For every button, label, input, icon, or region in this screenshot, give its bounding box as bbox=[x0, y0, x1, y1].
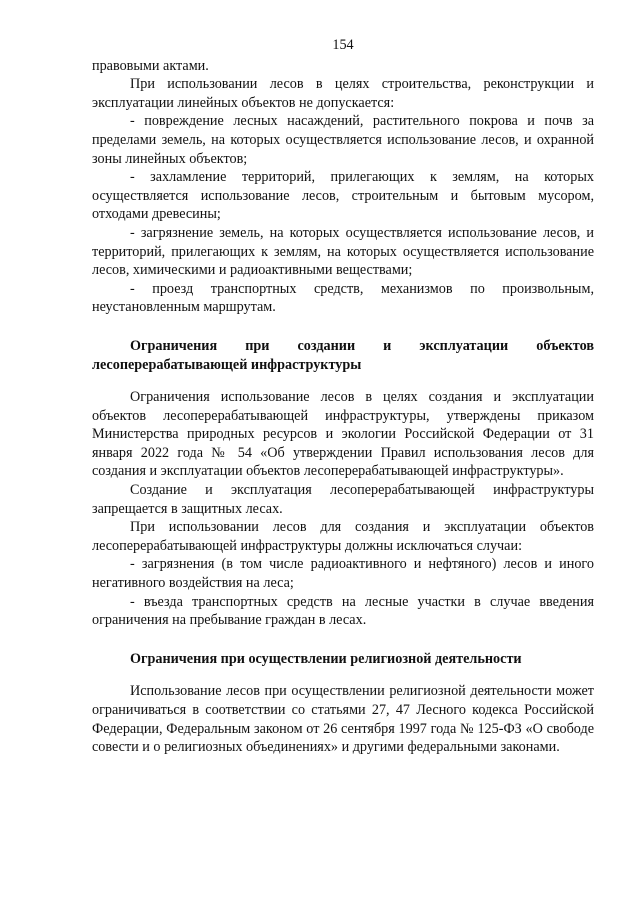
paragraph-linear-objects-intro: При использовании лесов в целях строительства, реконструкции и эксплуатации линейных объектов не допускается: bbox=[92, 76, 594, 111]
list-item-littering: - захламление территорий, прилегающих к землям, на которых осуществляется использование лесов, строительным и бытовым мусором, отходами древесины; bbox=[92, 169, 594, 223]
page-number: 154 bbox=[332, 37, 354, 53]
list-item-vehicle-travel: - проезд транспортных средств, механизмов по произвольным, неустановленным маршрутам. bbox=[92, 280, 594, 316]
paragraph-religious-activity: Использование лесов при осуществлении религиозной деятельности может ограничиваться в соответствии со статьями 27, 47 Лесного кодекса Российской Федерации, Федеральным законом от 26 сентября 1997 года № 125-ФЗ «О свободе совести и о религиозных объединениях» и другими федеральными законами. bbox=[92, 683, 594, 756]
section-heading-religious-activity: Ограничения при осуществлении религиозной деятельности bbox=[130, 650, 522, 667]
paragraph-exclusions-intro: При использовании лесов для создания и эксплуатации объектов лесоперерабатывающей инфраструктуры должны исключаться случаи: bbox=[92, 519, 594, 554]
paragraph-wood-processing-order: Ограничения использование лесов в целях создания и эксплуатации объектов лесоперерабатывающей инфраструктуры, утверждены приказом Министерства природных ресурсов и экологии Российской Федерации от 31 января 2022 года № 54 «Об утверждении Правил использования лесов для создания и эксплуатации объектов лесоперерабатывающей инфраструктуры». bbox=[92, 389, 594, 480]
paragraph-protective-forests: Создание и эксплуатация лесоперерабатывающей инфраструктуры запрещается в защитных лесах. bbox=[92, 482, 594, 517]
list-item-pollution: - загрязнение земель, на которых осуществляется использование лесов, и территорий, прилегающих к землям, на которых осуществляется использование лесов, химическими и радиоактивными веществами; bbox=[92, 224, 594, 279]
list-item-contamination: - загрязнения (в том числе радиоактивного и нефтяного) лесов и иного негативного воздействия на леса; bbox=[92, 556, 594, 592]
section-heading-wood-processing: Ограничения при создании и эксплуатации объектов лесоперерабатывающей инфраструктуры bbox=[92, 337, 594, 373]
paragraph-continuation: правовыми актами. bbox=[92, 57, 209, 74]
list-item-damage: - повреждение лесных насаждений, растительного покрова и почв за пределами земель, на которых осуществляется использование лесов, и охранной зоны линейных объектов; bbox=[92, 113, 594, 167]
document-page bbox=[92, 36, 594, 757]
list-item-vehicle-entry: - въезда транспортных средств на лесные участки в случае введения ограничения на пребывание граждан в лесах. bbox=[92, 593, 594, 629]
